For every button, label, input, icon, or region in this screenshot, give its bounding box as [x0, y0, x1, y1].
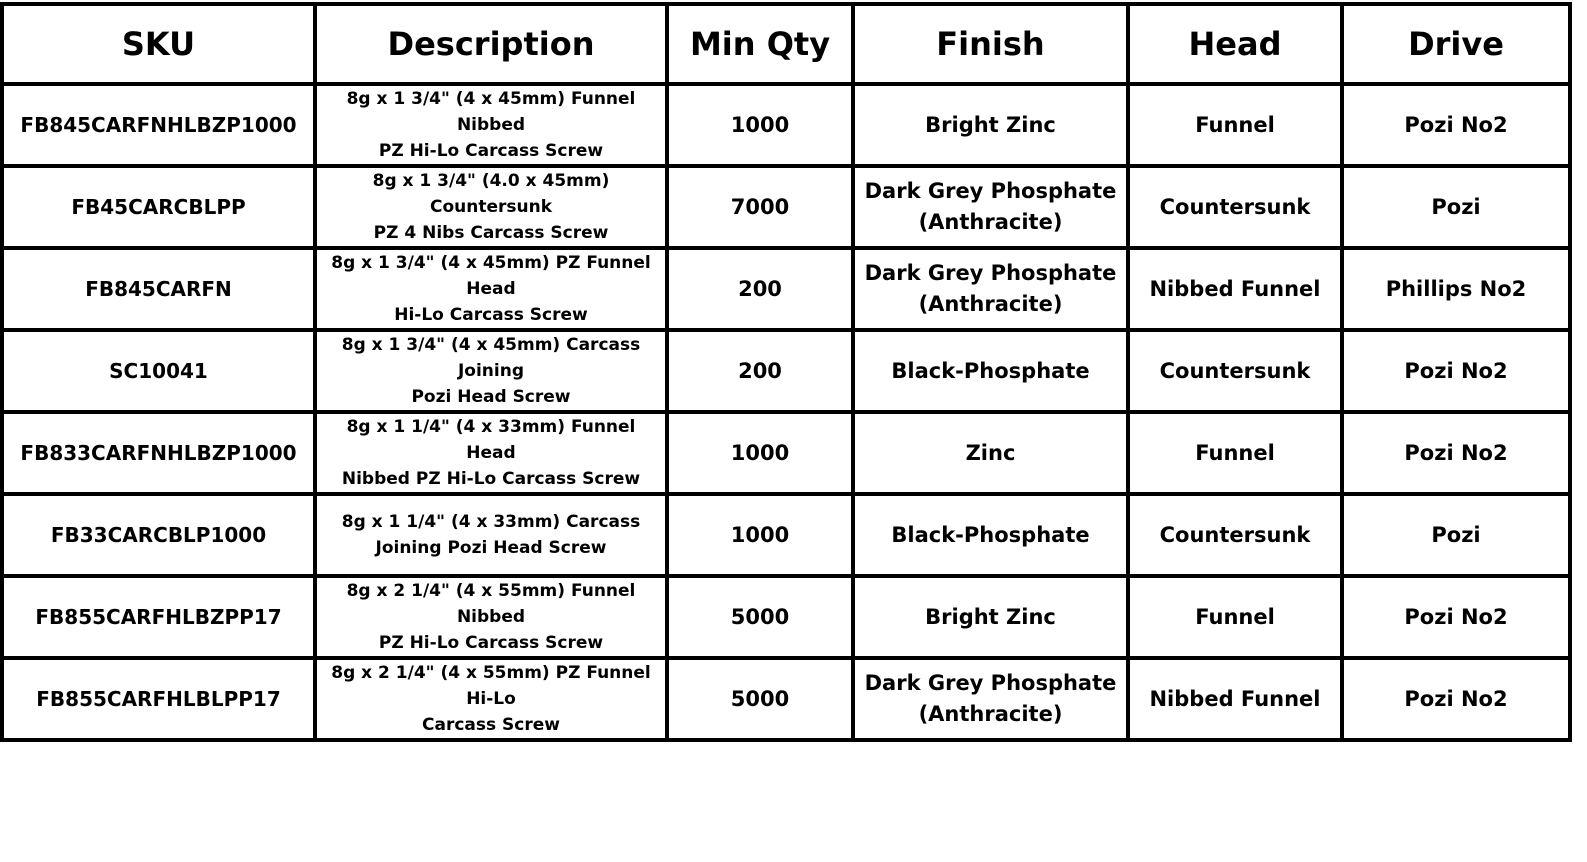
- table-row: [2, 658, 1570, 740]
- cell-min-qty: 7000: [667, 166, 853, 248]
- cell-drive: Pozi No2: [1342, 412, 1570, 494]
- cell-sku: FB855CARFHLBZPP17: [2, 576, 315, 658]
- description-line: Hi-Lo Carcass Screw: [394, 305, 588, 325]
- finish-line: Bright Zinc: [925, 112, 1056, 137]
- cell-head: Countersunk: [1128, 166, 1342, 248]
- description-line: Joining Pozi Head Screw: [375, 538, 607, 558]
- finish-line: Black-Phosphate: [891, 522, 1090, 547]
- cell-min-qty: 1000: [667, 412, 853, 494]
- cell-sku: FB45CARCBLPP: [2, 166, 315, 248]
- cell-sku: FB833CARFNHLBZP1000: [2, 412, 315, 494]
- cell-head: Countersunk: [1128, 494, 1342, 576]
- cell-sku: FB845CARFNHLBZP1000: [2, 84, 315, 166]
- cell-min-qty: 5000: [667, 658, 853, 740]
- cell-finish: [853, 494, 1128, 576]
- cell-description: [315, 166, 667, 248]
- cell-sku: SC10041: [2, 330, 315, 412]
- description-line: 8g x 1 3/4" (4 x 45mm) Funnel Nibbed: [346, 89, 636, 135]
- finish-line: (Anthracite): [918, 292, 1063, 316]
- table-row: [2, 84, 1570, 166]
- cell-head: Nibbed Funnel: [1128, 658, 1342, 740]
- cell-description: [315, 412, 667, 494]
- cell-drive: Pozi No2: [1342, 330, 1570, 412]
- header-min-qty: Min Qty: [667, 4, 853, 84]
- finish-line: Black-Phosphate: [891, 358, 1090, 383]
- description-line: Nibbed PZ Hi-Lo Carcass Screw: [341, 469, 641, 489]
- cell-finish: [853, 576, 1128, 658]
- table-row: [2, 248, 1570, 330]
- cell-sku: FB855CARFHLBLPP17: [2, 658, 315, 740]
- cell-head: Nibbed Funnel: [1128, 248, 1342, 330]
- cell-finish: [853, 330, 1128, 412]
- finish-line: (Anthracite): [918, 702, 1063, 726]
- cell-min-qty: 1000: [667, 494, 853, 576]
- cell-description: [315, 84, 667, 166]
- cell-sku: FB845CARFN: [2, 248, 315, 330]
- table-row: [2, 576, 1570, 658]
- cell-head: Countersunk: [1128, 330, 1342, 412]
- description-line: PZ Hi-Lo Carcass Screw: [378, 141, 604, 161]
- description-line: 8g x 2 1/4" (4 x 55mm) Funnel Nibbed: [346, 581, 636, 627]
- finish-line: Bright Zinc: [925, 604, 1056, 629]
- header-drive: Drive: [1342, 4, 1570, 84]
- cell-description: [315, 330, 667, 412]
- cell-head: Funnel: [1128, 84, 1342, 166]
- cell-min-qty: 200: [667, 330, 853, 412]
- description-line: 8g x 1 1/4" (4 x 33mm) Carcass: [341, 512, 641, 532]
- cell-min-qty: 1000: [667, 84, 853, 166]
- finish-line: Dark Grey Phosphate: [864, 179, 1117, 203]
- finish-line: Dark Grey Phosphate: [864, 671, 1117, 695]
- cell-drive: Pozi No2: [1342, 84, 1570, 166]
- product-table-container: [0, 2, 1568, 742]
- cell-drive: Phillips No2: [1342, 248, 1570, 330]
- table-row: [2, 166, 1570, 248]
- description-line: 8g x 2 1/4" (4 x 55mm) PZ Funnel Hi-Lo: [331, 663, 651, 709]
- cell-drive: Pozi: [1342, 166, 1570, 248]
- cell-finish: [853, 412, 1128, 494]
- cell-min-qty: 200: [667, 248, 853, 330]
- description-line: 8g x 1 3/4" (4.0 x 45mm) Countersunk: [372, 171, 610, 217]
- cell-finish: [853, 248, 1128, 330]
- header-finish: Finish: [853, 4, 1128, 84]
- header-description: Description: [315, 4, 667, 84]
- cell-description: [315, 576, 667, 658]
- description-line: 8g x 1 1/4" (4 x 33mm) Funnel Head: [346, 417, 636, 463]
- description-line: 8g x 1 3/4" (4 x 45mm) PZ Funnel Head: [331, 253, 651, 299]
- cell-description: [315, 248, 667, 330]
- cell-finish: [853, 658, 1128, 740]
- cell-drive: Pozi: [1342, 494, 1570, 576]
- table-row: [2, 494, 1570, 576]
- table-header-row: [2, 4, 1570, 84]
- description-line: Carcass Screw: [422, 715, 560, 735]
- description-line: PZ 4 Nibs Carcass Screw: [373, 223, 609, 243]
- cell-description: [315, 494, 667, 576]
- cell-description: [315, 658, 667, 740]
- table-row: [2, 412, 1570, 494]
- cell-sku: FB33CARCBLP1000: [2, 494, 315, 576]
- header-head: Head: [1128, 4, 1342, 84]
- cell-finish: [853, 84, 1128, 166]
- description-line: PZ Hi-Lo Carcass Screw: [378, 633, 604, 653]
- description-line: 8g x 1 3/4" (4 x 45mm) Carcass Joining: [341, 335, 641, 381]
- product-spec-table: [0, 2, 1572, 742]
- header-sku: SKU: [2, 4, 315, 84]
- table-row: [2, 330, 1570, 412]
- finish-line: Dark Grey Phosphate: [864, 261, 1117, 285]
- cell-min-qty: 5000: [667, 576, 853, 658]
- finish-line: Zinc: [965, 440, 1016, 465]
- cell-head: Funnel: [1128, 576, 1342, 658]
- cell-head: Funnel: [1128, 412, 1342, 494]
- cell-finish: [853, 166, 1128, 248]
- description-line: Pozi Head Screw: [411, 387, 571, 407]
- finish-line: (Anthracite): [918, 210, 1063, 234]
- cell-drive: Pozi No2: [1342, 658, 1570, 740]
- cell-drive: Pozi No2: [1342, 576, 1570, 658]
